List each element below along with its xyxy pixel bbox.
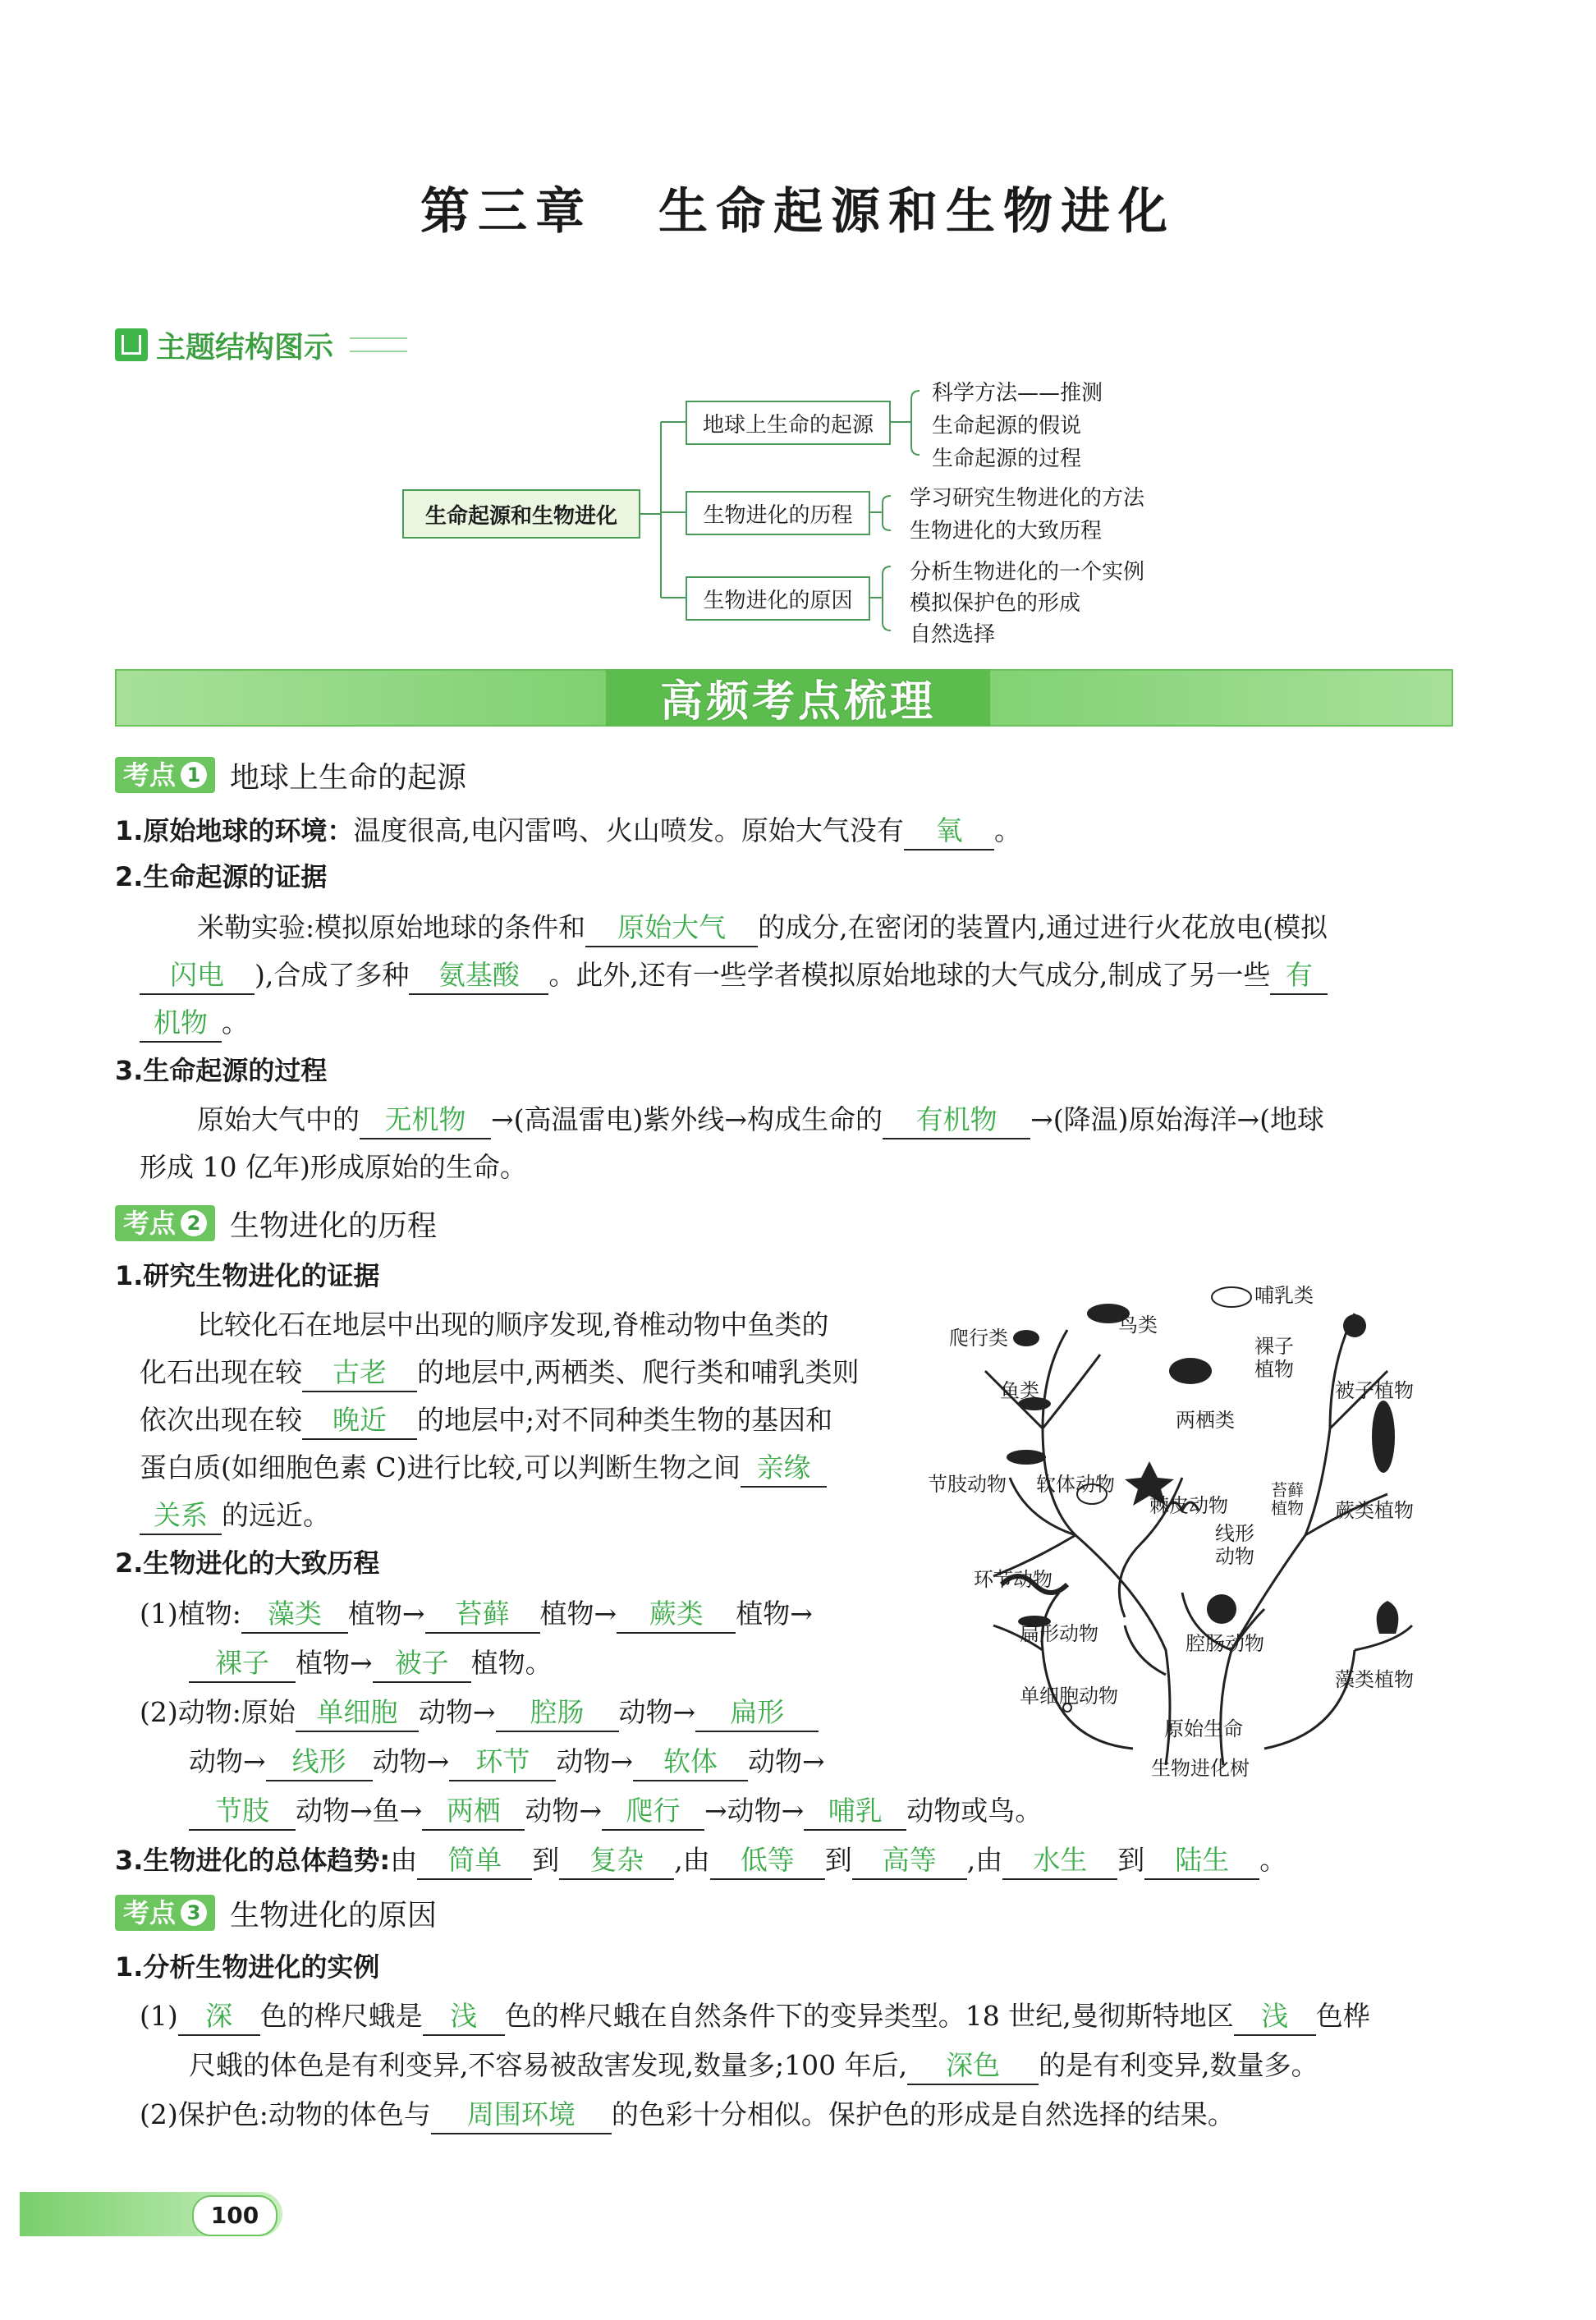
kd1-title: 地球上生命的起源 xyxy=(230,760,467,795)
kd1-p1: 1.原始地球的环境：温度很高,电闪雷鸣、火山喷发。原始大气没有 氧 。 xyxy=(115,813,1021,851)
tree-label: 单细胞动物 xyxy=(1020,1685,1118,1708)
mindmap-branch-1: 地球上生命的起源 xyxy=(686,401,891,445)
arthropod-icon xyxy=(1007,1450,1046,1465)
kd2-header xyxy=(115,1205,437,1241)
kd3-header xyxy=(115,1895,437,1931)
kd3-title: 生物进化的原因 xyxy=(230,1898,438,1933)
algae-icon xyxy=(1377,1601,1399,1634)
kd3-p1-line2: 尺蛾的体色是有利变异,不容易被敌害发现,数量多;100 年后, 深色 的是有利变异,数量多。 xyxy=(189,2047,1319,2085)
mindmap-item: 科学方法——推测 xyxy=(932,381,1103,406)
fern-icon xyxy=(1372,1401,1395,1473)
kd2-p1-line3: 依次出现在较 晚近 的地层中;对不同种类生物的基因和 xyxy=(140,1402,832,1440)
kd1-p3-line2: 形成 10 亿年)形成原始的生命。 xyxy=(140,1151,527,1183)
kd1-p3-line1: 原始大气中的 无机物 →(高温雷电)紫外线→构成生命的 有机物 →(降温)原始海洋→(地球 xyxy=(197,1102,1324,1139)
tree-label: 蕨类植物 xyxy=(1335,1499,1414,1522)
mindmap-item: 分析生物进化的一个实例 xyxy=(910,560,1145,585)
page-number: 100 xyxy=(192,2195,277,2236)
kd2-p1-line1: 比较化石在地层中出现的顺序发现,脊椎动物中鱼类的 xyxy=(197,1309,829,1341)
kd3-h1: 1.分析生物进化的实例 xyxy=(115,1951,380,1983)
mindmap-item: 学习研究生物进化的方法 xyxy=(910,486,1145,511)
mindmap-root: 生命起源和生物进化 xyxy=(402,489,640,539)
tree-label: 藻类植物 xyxy=(1335,1668,1414,1691)
kd2-p1-line4: 蛋白质(如细胞色素 C)进行比较,可以判断生物之间 亲缘 xyxy=(140,1450,827,1488)
tree-label: 鱼类 xyxy=(1000,1379,1039,1402)
tree-label: 棘皮动物 xyxy=(1149,1494,1228,1517)
kd1-h2: 2.生命起源的证据 xyxy=(115,861,328,892)
tree-label: 爬行类 xyxy=(949,1327,1008,1350)
kd3-badge: 考点 3 xyxy=(115,1895,215,1931)
tree-label: 软体动物 xyxy=(1036,1473,1115,1496)
mindmap-item: 生物进化的大致历程 xyxy=(910,519,1103,543)
kd2-animals-line2: 动物→ 线形 动物→ 环节 动物→ 软体 动物→ xyxy=(189,1744,825,1781)
tree-label: 扁形动物 xyxy=(1020,1622,1098,1645)
kd2-badge: 考点 2 xyxy=(115,1205,215,1241)
kd2-h2: 2.生物进化的大致历程 xyxy=(115,1547,380,1579)
mindmap-branch-3: 生物进化的原因 xyxy=(686,576,870,621)
kd2-p1-line2: 化石出现在较 古老 的地层中,两栖类、爬行类和哺乳类则 xyxy=(140,1355,860,1392)
kd1-p2-line1: 米勒实验:模拟原始地球的条件和 原始大气 的成分,在密闭的装置内,通过进行火花放电(模拟 xyxy=(197,910,1328,947)
kd2-plants-line2: 裸子 植物→ 被子 植物。 xyxy=(189,1645,553,1683)
kd1-header xyxy=(115,757,466,793)
tree-label: 被子植物 xyxy=(1335,1379,1414,1402)
mindmap-item: 自然选择 xyxy=(910,622,996,647)
mindmap-item: 生命起源的假说 xyxy=(932,414,1082,438)
tree-label: 原始生命 xyxy=(1164,1717,1243,1740)
angiosperm-icon xyxy=(1343,1314,1366,1337)
kd3-p2: (2)保护色:动物的体色与 周围环境 的色彩十分相似。保护色的形成是自然选择的结果。 xyxy=(140,2097,1235,2134)
kd1-h3: 3.生命起源的过程 xyxy=(115,1055,328,1086)
kd2-title: 生物进化的历程 xyxy=(230,1208,438,1243)
structure-section-title: 主题结构图示 xyxy=(156,330,334,365)
tree-label: 环节动物 xyxy=(974,1568,1053,1591)
tree-label: 苔藓植物 xyxy=(1271,1480,1304,1518)
tree-label: 线形动物 xyxy=(1215,1522,1254,1568)
kd2-trend: 3.生物进化的总体趋势:由 简单 到 复杂 ,由 低等 到 高等 ,由 水生 到 陆生 。 xyxy=(115,1842,1286,1880)
kd1-badge: 考点 1 xyxy=(115,757,215,793)
tree-label: 裸子植物 xyxy=(1254,1335,1294,1381)
reptile-icon xyxy=(1013,1330,1039,1346)
tree-label: 鸟类 xyxy=(1118,1314,1158,1337)
kd1-p2-line2: 闪电 ),合成了多种 氨基酸 。此外,还有一些学者模拟原始地球的大气成分,制成了另一些 有 xyxy=(140,957,1328,995)
tree-label: 哺乳类 xyxy=(1254,1284,1314,1307)
kd3-p1-line1: (1) 深 色的桦尺蛾是 浅 色的桦尺蛾在自然条件下的变异类型。18 世纪,曼彻斯特地区 浅 色桦 xyxy=(140,1998,1370,2036)
kd2-p1-line5: 关系 的远近。 xyxy=(140,1497,330,1535)
kd2-animals-line1: (2)动物:原始 单细胞 动物→ 腔肠 动物→ 扁形 xyxy=(140,1694,819,1732)
mindmap-branch-2: 生物进化的历程 xyxy=(686,491,870,535)
mammal-icon xyxy=(1212,1287,1251,1307)
kd2-plants-line1: (1)植物: 藻类 植物→ 苔藓 植物→ 蕨类 植物→ xyxy=(140,1596,813,1634)
kd1-p2-line3: 机物 。 xyxy=(140,1005,249,1043)
tree-label: 腔肠动物 xyxy=(1186,1632,1264,1655)
kd2-h1: 1.研究生物进化的证据 xyxy=(115,1260,380,1291)
kd2-animals-line3: 节肢 动物→鱼→ 两栖 动物→ 爬行 →动物→ 哺乳 动物或鸟。 xyxy=(189,1793,1042,1831)
tree-label: 两栖类 xyxy=(1176,1409,1235,1432)
amphibian-icon xyxy=(1169,1358,1212,1384)
hf-banner-title: 高频考点梳理 xyxy=(659,677,936,727)
tree-caption: 生物进化树 xyxy=(1151,1757,1250,1780)
coelenterate-icon xyxy=(1207,1594,1236,1624)
mindmap-item: 生命起源的过程 xyxy=(932,447,1082,471)
tree-label: 节肢动物 xyxy=(928,1473,1007,1496)
tree-branch-low xyxy=(1042,1593,1133,1749)
chapter-title: 第三章 生命起源和生物进化 xyxy=(420,183,1176,241)
mindmap-item: 模拟保护色的形成 xyxy=(910,591,1081,616)
